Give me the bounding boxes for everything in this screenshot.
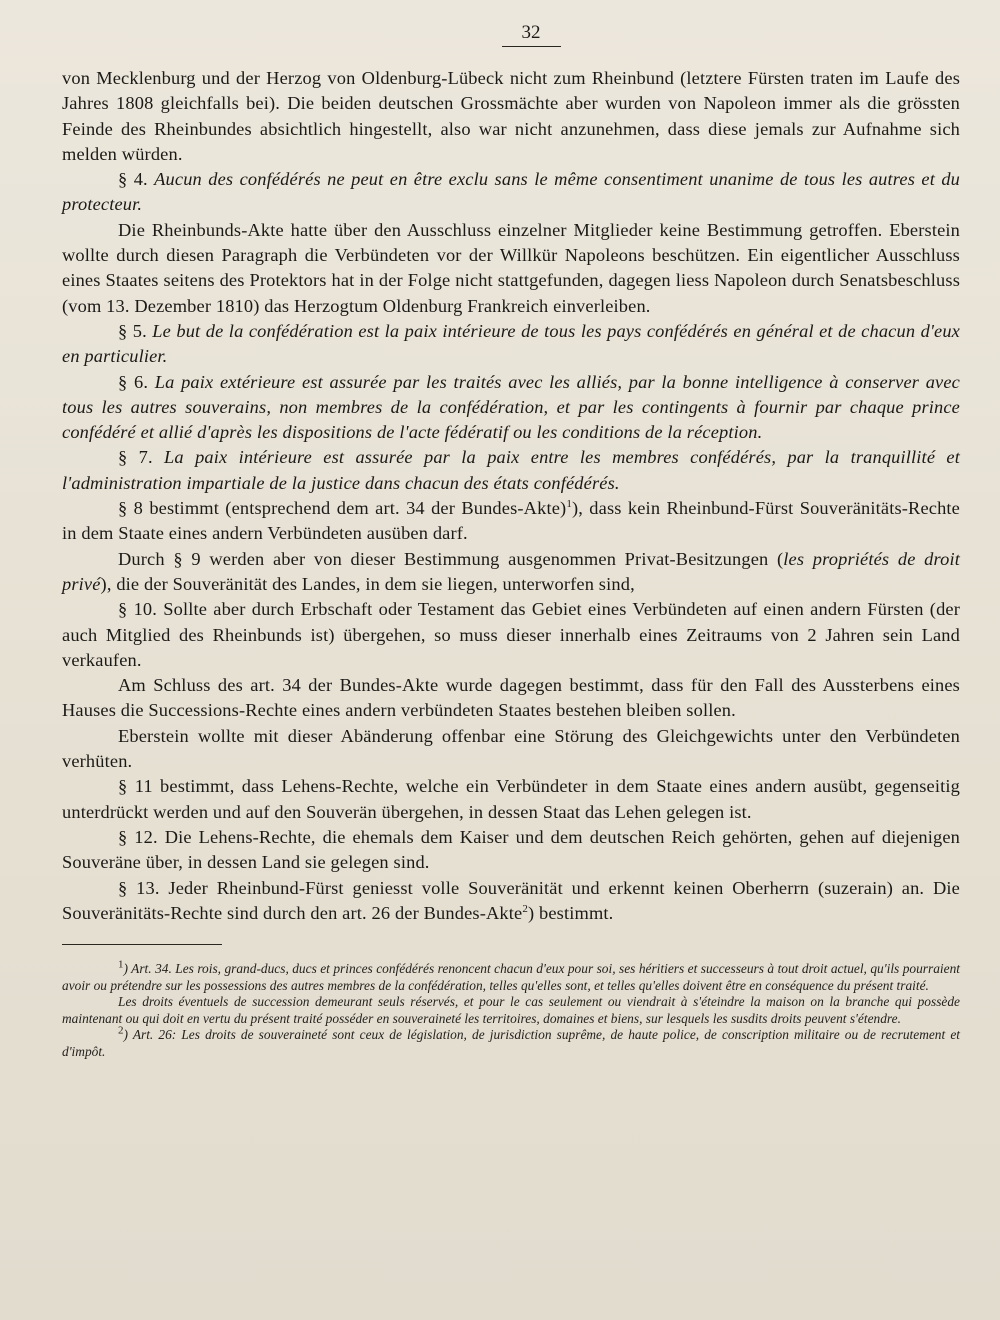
text-span: § 12. Die Lehens-Rechte, die ehemals dem Kaiser und dem deutschen Reich gehörten, gehen auf diejenigen Souveräne über, in dessen Land sie gelegen sind. (62, 826, 960, 873)
text-span: Les droits éventuels de succession demeurant seuls réservés, et pour le cas seulement ou viendrait à s'éteindre la maison on la branche qui possède maintenant ou qui doit en vertu du présent traité posséder en souveraineté les territoires, domaines et biens, sur lesquels les susdits droits peuvent s'étendre. (62, 994, 960, 1026)
paragraph (62, 825, 960, 876)
text-span: § 5. (118, 320, 153, 341)
text-span: § 10. Sollte aber durch Erbschaft oder Testament das Gebiet eines Verbündeten auf einen andern Fürsten (der auch Mitglied des Rheinbunds ist) übergehen, so muss dieser innerhalb eines Zeitraums von 2 Jahren sein Land verkaufen. (62, 599, 960, 670)
paragraph (62, 496, 960, 547)
italic-text: La paix intérieure est assurée par la paix entre les membres confédérés, par la tranquillité et l'administration impartiale de la justice dans chacun des états confédérés. (62, 447, 961, 493)
paragraph (62, 597, 960, 673)
text-span: Les rois, grand-ducs, ducs et princes confédérés renoncent chacun d'eux pour soi, ses héritiers et successeurs à tout droit actuel, qu'ils pourraient avoir ou prétendre sur les possessions des autres membres de la confédération, telles qu'elles sont, et telles qu'elles doivent être en conséquence du présent traité. (62, 961, 960, 993)
text-span: ) bestimmt. (527, 902, 614, 923)
italic-text: Le but de la confédération est la paix intérieure de tous les pays confédérés en général et de chacun d'eux en particulier. (62, 320, 960, 367)
text-span: Eberstein wollte mit dieser Abänderung offenbar eine Störung des Gleichgewichts unter den Verbündeten verhüten. (62, 725, 960, 772)
text-span: § 8 bestimmt (entsprechend dem art. 34 der Bundes-Akte) (118, 498, 567, 519)
footnote-marker: 2 (118, 1025, 124, 1037)
paragraph (62, 66, 960, 167)
paragraph (62, 673, 960, 724)
text-span: § 13. Jeder Rheinbund-Fürst geniesst volle Souveränität und erkennt keinen Oberherrn (suzerain) an. Die Souveränitäts-Rechte sind durch den art. 26 der Bundes-Akte (62, 877, 960, 923)
text-span: von Mecklenburg und der Herzog von Oldenburg-Lübeck nicht zum Rheinbund (letztere Fürsten traten im Laufe des Jahres 1808 gleichfalls bei). Die beiden deutschen Grossmächte aber wurden von Napoleon immer als die grössten Feinde des Rheinbundes absichtlich hingestellt, also war nicht anzunehmen, dass diese jemals zur Aufnahme sich melden würden. (62, 68, 960, 164)
text-span: ), die der Souveränität des Landes, in dem sie liegen, unterworfen sind, (100, 573, 635, 594)
paragraph (62, 445, 960, 496)
text-span: Durch § 9 werden aber von dieser Bestimmung ausgenommen Privat-Besitzungen ( (118, 548, 784, 569)
page-number: 32 (502, 22, 561, 47)
paragraph (62, 774, 960, 825)
italic-text: les propriétés de droit privé (62, 548, 960, 594)
footnote-marker: 1 (118, 958, 124, 971)
footnotes (62, 958, 960, 1061)
text-span: Am Schluss des art. 34 der Bundes-Akte wurde dagegen bestimmt, dass für den Fall des Aussterbens eines Hauses die Successions-Rechte eines andern verbündeten Staates bestehen bleiben sollen. (62, 675, 960, 721)
page-header (102, 22, 960, 52)
text-span: ) Art. 26: (123, 1027, 182, 1043)
paragraph (62, 876, 960, 927)
italic-text: Aucun des confédérés ne peut en être exclu sans le même consentiment unanime de tous les autres et du protecteur. (62, 169, 961, 215)
paragraph (62, 547, 960, 598)
text-span: § 7. (118, 447, 165, 468)
body-text (62, 66, 960, 926)
text-span: ) Art. 34. (123, 961, 176, 977)
paragraph (62, 218, 960, 319)
text-span: § 4. (118, 169, 155, 190)
text-span: Les droits de souveraineté sont ceux de législation, de jurisdiction suprême, de haute police, de conscription militaire ou de recrutement et d'impôt. (62, 1027, 960, 1060)
footnote-marker: 2 (522, 902, 528, 915)
footnote (62, 1027, 960, 1060)
paragraph (62, 319, 960, 370)
footnote-marker: 1 (566, 497, 572, 510)
paragraph (62, 724, 960, 775)
footnote-separator (62, 944, 222, 945)
paragraph (62, 370, 960, 446)
text-span: § 6. (118, 371, 155, 392)
text-span: § 11 bestimmt, dass Lehens-Rechte, welche ein Verbündeter in dem Staate eines andern ausübt, gegenseitig unterdrückt werden und auf den Souverän übergehen, in dessen Staat das Lehen gelegen ist. (62, 776, 960, 822)
footnote (62, 958, 960, 994)
text-span: ), dass kein Rheinbund-Fürst Souveränitäts-Rechte in dem Staate eines andern Verbündeten ausüben darf. (62, 498, 960, 544)
paragraph (62, 167, 960, 218)
footnote (62, 994, 960, 1027)
italic-text: La paix extérieure est assurée par les traités avec les alliés, par la bonne intelligence à conserver avec tous les autres souverains, non membres de la confédération, et par les contingents à fournir par chaque prince confédéré et allié d'après les dispositions de l'acte fédératif ou les conditions de la réception. (62, 371, 960, 443)
text-span: Die Rheinbunds-Akte hatte über den Ausschluss einzelner Mitglieder keine Bestimmung getroffen. Eberstein wollte durch diesen Paragraph die Verbündeten vor der Willkür Napoleons beschützen. Ein eigentlicher Ausschluss eines Staates seitens des Protektors hat in der Folge nicht stattgefunden, dagegen liess Napoleon durch Senatsbeschluss (vom 13. Dezember 1810) das Herzogtum Oldenburg Frankreich einverleiben. (62, 219, 960, 316)
